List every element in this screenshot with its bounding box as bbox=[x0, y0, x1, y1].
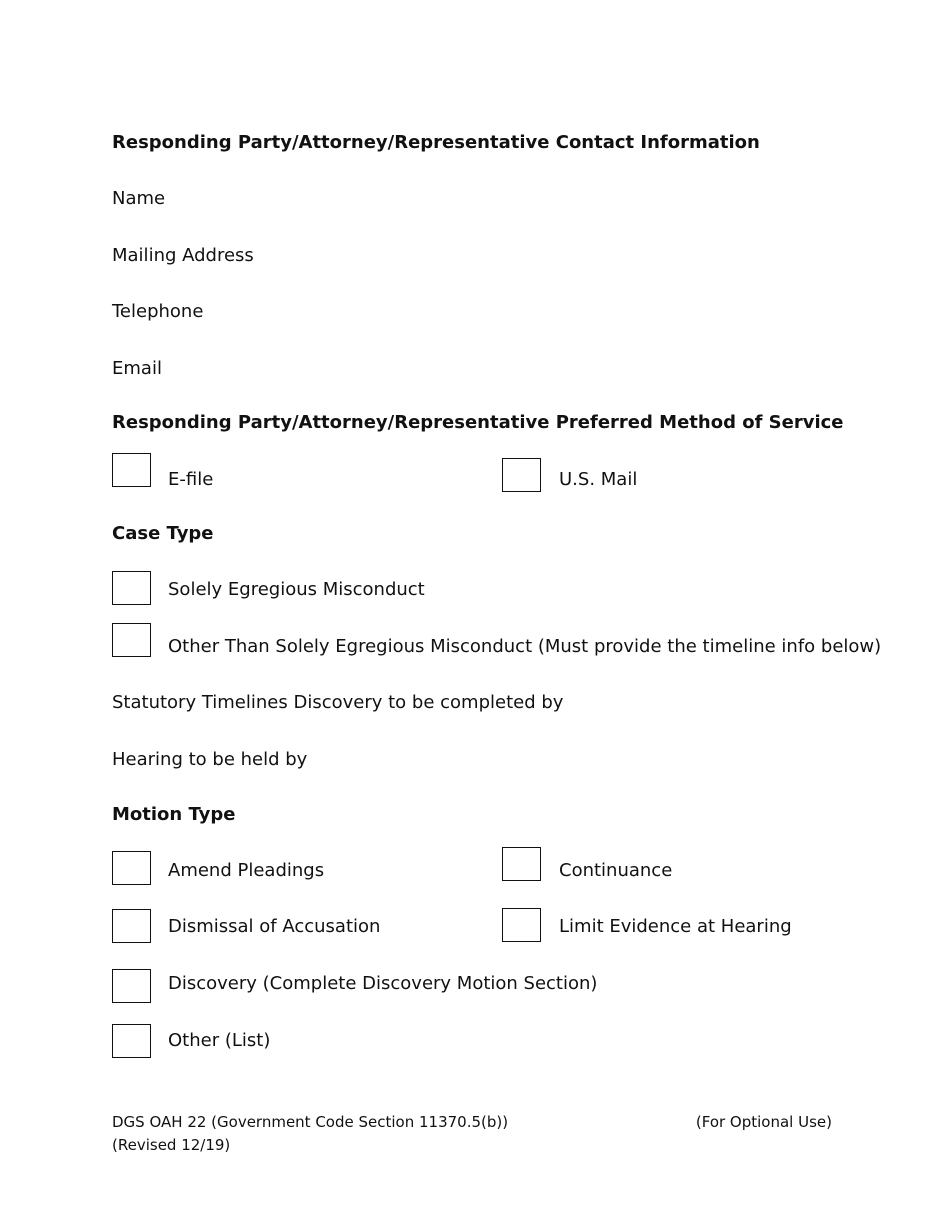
name-label: Name bbox=[112, 188, 166, 209]
other-than-solely-egregious-label: Other Than Solely Egregious Misconduct (Must provide the timeline info below) bbox=[168, 636, 882, 657]
mailing-address-label: Mailing Address bbox=[112, 245, 254, 266]
continuance-checkbox[interactable] bbox=[502, 847, 541, 881]
discovery-motion-checkbox[interactable] bbox=[112, 969, 151, 1003]
case-type-heading: Case Type bbox=[112, 523, 214, 544]
us-mail-label: U.S. Mail bbox=[559, 469, 638, 490]
us-mail-checkbox[interactable] bbox=[502, 458, 541, 492]
email-label: Email bbox=[112, 358, 162, 379]
other-motion-checkbox[interactable] bbox=[112, 1024, 151, 1058]
amend-pleadings-label: Amend Pleadings bbox=[168, 860, 325, 881]
efile-checkbox[interactable] bbox=[112, 453, 151, 487]
discovery-timeline-label: Statutory Timelines Discovery to be completed by bbox=[112, 692, 564, 713]
hearing-timeline-label: Hearing to be held by bbox=[112, 749, 308, 770]
efile-label: E-file bbox=[168, 469, 214, 490]
motion-type-heading: Motion Type bbox=[112, 804, 236, 825]
optional-use-note: (For Optional Use) bbox=[695, 1113, 832, 1131]
dismissal-checkbox[interactable] bbox=[112, 909, 151, 943]
discovery-motion-label: Discovery (Complete Discovery Motion Section) bbox=[168, 973, 598, 994]
dismissal-label: Dismissal of Accusation bbox=[168, 916, 381, 937]
amend-pleadings-checkbox[interactable] bbox=[112, 851, 151, 885]
solely-egregious-label: Solely Egregious Misconduct bbox=[168, 579, 425, 600]
service-heading: Responding Party/Attorney/Representative Preferred Method of Service bbox=[112, 412, 844, 433]
other-motion-label: Other (List) bbox=[168, 1030, 271, 1051]
contact-heading: Responding Party/Attorney/Representative Contact Information bbox=[112, 132, 760, 153]
limit-evidence-checkbox[interactable] bbox=[502, 908, 541, 942]
other-than-solely-egregious-checkbox[interactable] bbox=[112, 623, 151, 657]
telephone-label: Telephone bbox=[112, 301, 204, 322]
limit-evidence-label: Limit Evidence at Hearing bbox=[559, 916, 792, 937]
continuance-label: Continuance bbox=[559, 860, 673, 881]
form-id: DGS OAH 22 (Government Code Section 11370.5(b)) bbox=[112, 1113, 509, 1131]
solely-egregious-checkbox[interactable] bbox=[112, 571, 151, 605]
revised-date: (Revised 12/19) bbox=[112, 1136, 231, 1154]
